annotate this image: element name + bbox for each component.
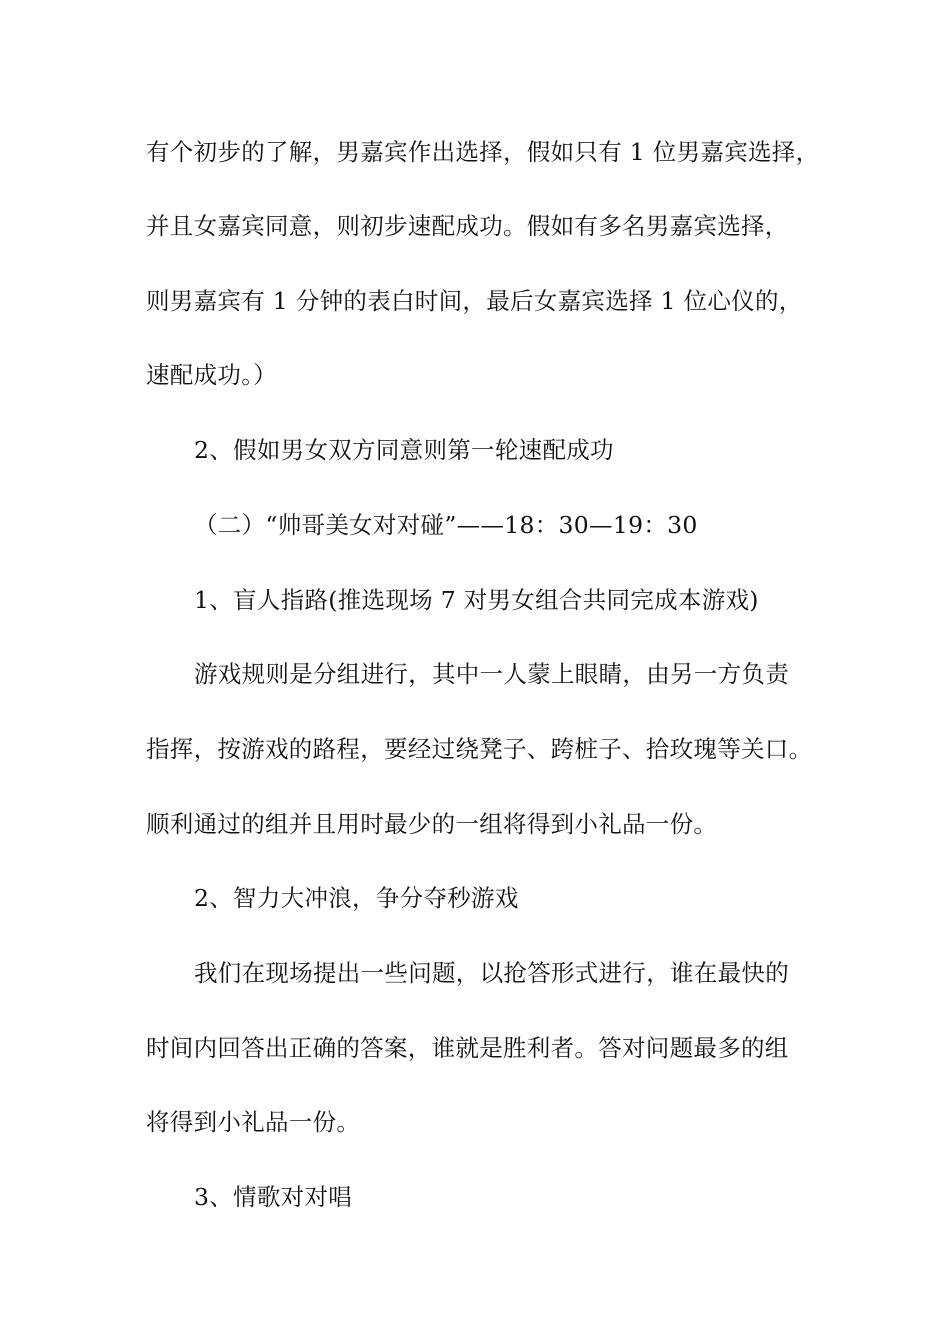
body-text-line: 有个初步的了解，男嘉宾作出选择，假如只有 1 位男嘉宾选择，: [146, 138, 820, 166]
body-text-line: 则男嘉宾有 1 分钟的表白时间，最后女嘉宾选择 1 位心仪的，: [146, 287, 803, 315]
body-text-line: 并且女嘉宾同意，则初步速配成功。假如有多名男嘉宾选择，: [146, 212, 789, 240]
body-text-line: 时间内回答出正确的答案，谁就是胜利者。答对问题最多的组: [146, 1034, 789, 1062]
section-heading: （二）“帅哥美女对对碰”——18：30—19：30: [194, 511, 698, 539]
list-item-heading: 2、智力大冲浪，争分夺秒游戏: [194, 884, 519, 912]
body-text-line: 顺利通过的组并且用时最少的一组将得到小礼品一份。: [146, 810, 718, 838]
body-text-line: 指挥，按游戏的路程，要经过绕凳子、跨桩子、拾玫瑰等关口。: [146, 735, 813, 763]
list-item-heading: 2、假如男女双方同意则第一轮速配成功: [194, 436, 614, 464]
list-item-heading: 3、情歌对对唱: [194, 1183, 353, 1211]
body-text-line: 我们在现场提出一些问题，以抢答形式进行，谁在最快的: [194, 959, 789, 987]
body-text-line: 将得到小礼品一份。: [146, 1108, 361, 1136]
body-text-line: 速配成功。）: [146, 361, 278, 389]
list-item-heading: 1、盲人指路(推选现场 7 对男女组合共同完成本游戏): [194, 586, 759, 614]
body-text-line: 游戏规则是分组进行，其中一人蒙上眼睛，由另一方负责: [194, 660, 789, 688]
